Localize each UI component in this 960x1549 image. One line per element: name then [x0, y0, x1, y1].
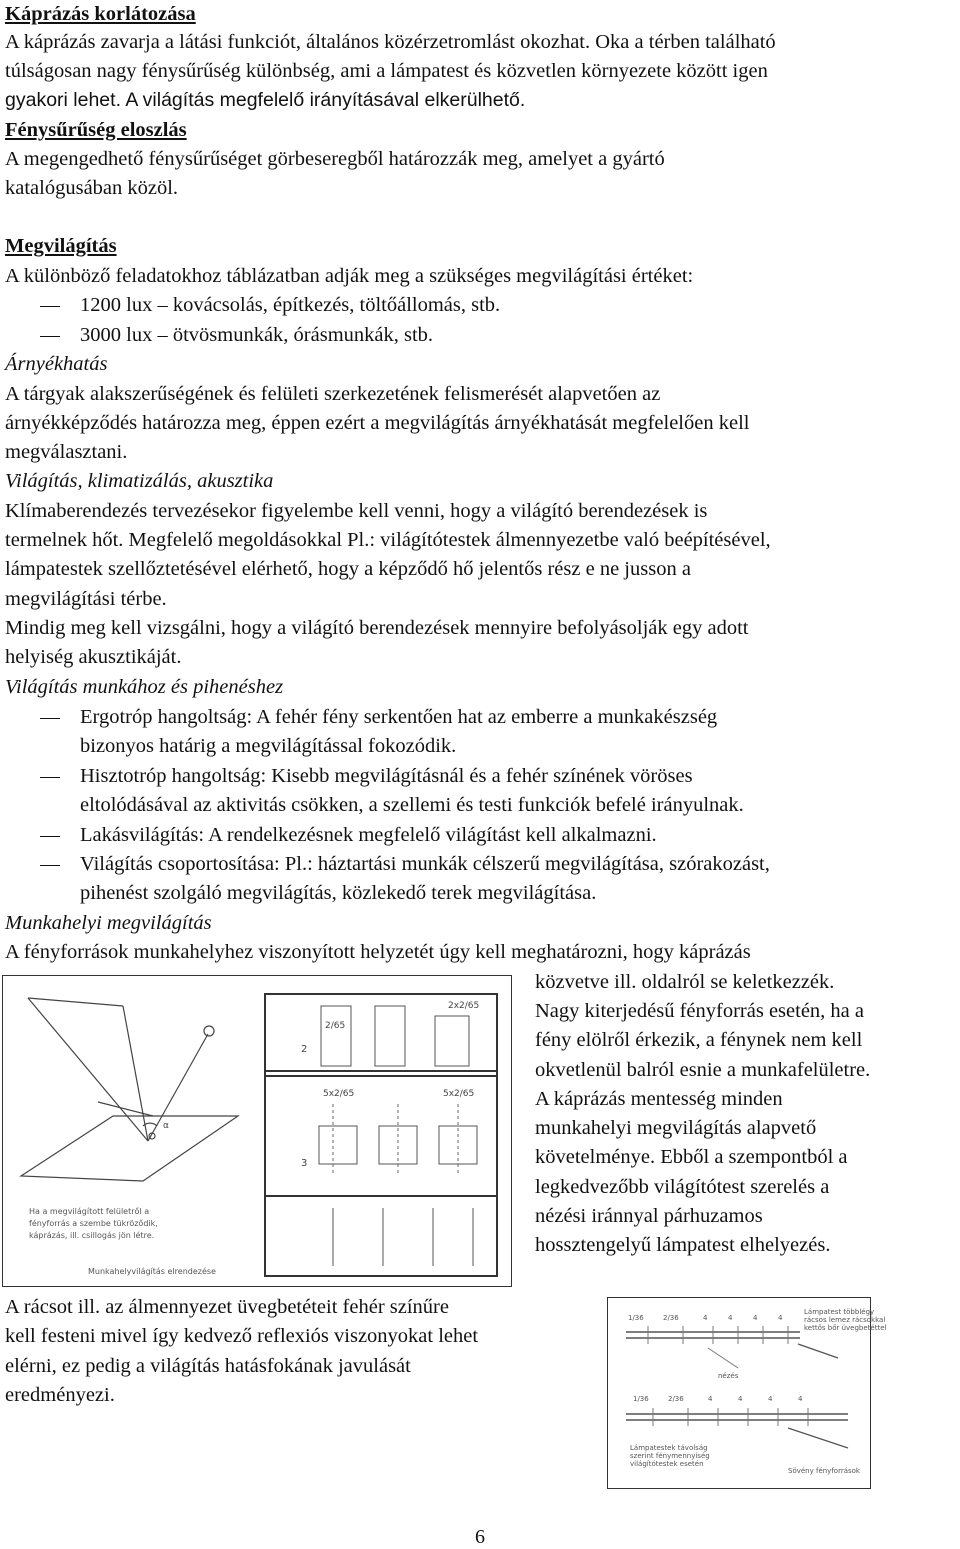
figure-caption-line: káprázás, ill. csillogás jön létre. — [29, 1231, 155, 1240]
ceiling-section-figure — [607, 1297, 887, 1489]
note-line: Lámpatest többlégy — [804, 1308, 875, 1316]
room-label: 3 — [301, 1158, 308, 1169]
heading-klima: Világítás, klimatizálás, akusztika — [5, 470, 274, 492]
paragraph-line: árnyékképződés határozza meg, éppen ezért a megvilágítás árnyékhatását megfelelően kell — [5, 412, 750, 434]
paragraph-line: katalógusában közöl. — [5, 177, 179, 199]
paragraph-line: A rácsot ill. az álmennyezet üvegbetéteit fehér színűre — [5, 1296, 449, 1318]
note-line: Lámpatestek távolság — [630, 1444, 708, 1452]
paragraph-line: hossztengelyű lámpatest elhelyezés. — [535, 1234, 831, 1256]
paragraph-line: megvilágítási térbe. — [5, 588, 167, 610]
workplace-lighting-figure — [2, 975, 512, 1287]
bullet-item-cont: pihenést szolgáló megvilágítás, közlekedő terek megvilágítása. — [80, 882, 597, 904]
paragraph-line: követelménye. Ebből a szempontból a — [535, 1146, 848, 1168]
dim-label: 4 — [708, 1395, 713, 1403]
bullet-item: Világítás csoportosítása: Pl.: háztartási munkák célszerű megvilágítása, szórakozást, — [80, 853, 770, 875]
dim-label: 4 — [778, 1314, 783, 1322]
room-label: 2 — [301, 1044, 308, 1055]
dim-label: 4 — [753, 1314, 758, 1322]
alpha-label: α — [163, 1121, 169, 1131]
paragraph-line: kell festeni mivel így kedvező reflexiós viszonyokat lehet — [5, 1325, 479, 1347]
paragraph-line: elérni, ez pedig a világítás hatásfokának javulását — [5, 1355, 411, 1377]
bullet-item-cont: eltolódásával az aktivitás csökken, a szellemi és testi funkciók befelé irányulnak. — [80, 794, 744, 816]
bottom-label: Sövény fényforrások — [788, 1467, 860, 1475]
dim-label: 1/36 — [628, 1314, 644, 1322]
dash-bullet — [40, 865, 60, 866]
bullet-item-cont: bizonyos határig a megvilágítással fokozódik. — [80, 735, 457, 757]
bullet-item: 3000 lux – ötvösmunkák, órásmunkák, stb. — [80, 324, 434, 346]
dash-bullet — [40, 336, 60, 337]
paragraph-line: Mindig meg kell vizsgálni, hogy a világító berendezések mennyire befolyásolják egy adott — [5, 617, 749, 639]
dim-label: 4 — [798, 1395, 803, 1403]
ceiling-section-drawing — [608, 1298, 887, 1488]
note-line: kettős bőr üvegbetéttel — [804, 1324, 887, 1332]
page-number: 6 — [475, 1526, 485, 1548]
mid-label: nézés — [718, 1372, 739, 1380]
figure-caption-line: fényforrás a szembe tükröződik, — [29, 1219, 158, 1228]
dim-label: 4 — [703, 1314, 708, 1322]
paragraph-line: eredményezi. — [5, 1384, 115, 1406]
dash-bullet — [40, 836, 60, 837]
paragraph-line: közvetve ill. oldalról se keletkezzék. — [535, 971, 835, 993]
dash-bullet — [40, 777, 60, 778]
heading-munkahelyi: Munkahelyi megvilágítás — [5, 912, 212, 934]
heading-arnyekhatas: Árnyékhatás — [5, 353, 108, 375]
figure-title: Munkahelyvilágítás elrendezése — [88, 1267, 216, 1276]
paragraph-line: A tárgyak alakszerűségének és felületi szerkezetének felismerését alapvetően az — [5, 383, 661, 405]
dim-label: 5x2/65 — [323, 1089, 355, 1099]
paragraph-line: A különböző feladatokhoz táblázatban adják meg a szükséges megvilágítási értéket: — [5, 265, 694, 287]
paragraph-line: munkahelyi megvilágítás alapvető — [535, 1117, 817, 1139]
dim-label: 2/36 — [663, 1314, 679, 1322]
work-surface-plane — [21, 1116, 238, 1181]
dash-bullet — [40, 306, 60, 307]
paragraph-line: A káprázás mentesség minden — [535, 1088, 783, 1110]
dim-label: 4 — [768, 1395, 773, 1403]
dim-label: 5x2/65 — [443, 1089, 475, 1099]
note-line: világítótestek esetén — [630, 1460, 704, 1468]
paragraph-line: okvetlenül balról esnie a munkafelületre. — [535, 1059, 871, 1081]
paragraph-line: nézési iránnyal párhuzamos — [535, 1205, 763, 1227]
paragraph-line: A megengedhető fénysűrűséget görbeseregből határozzák meg, amelyet a gyártó — [5, 148, 665, 170]
dim-label: 4 — [738, 1395, 743, 1403]
figure-caption-line: Ha a megvilágított felületről a — [29, 1207, 150, 1216]
paragraph-line: legkedvezőbb világítótest szerelés a — [535, 1176, 830, 1198]
heading-kaprazas: Káprázás korlátozása — [5, 3, 196, 25]
dash-bullet — [40, 718, 60, 719]
dim-label: 2x2/65 — [448, 1001, 480, 1011]
bullet-item: Ergotróp hangoltság: A fehér fény serkentően hat az emberre a munkakészség — [80, 706, 718, 728]
heading-fenysuruseg: Fénysűrűség eloszlás — [5, 119, 187, 141]
note-line: rácsos lemez rácsokkal — [804, 1316, 886, 1324]
heading-megvilagitas: Megvilágítás — [5, 235, 117, 257]
bullet-item: Hisztotróp hangoltság: Kisebb megvilágításnál és a fehér színének vöröses — [80, 765, 693, 787]
dim-label: 2/36 — [668, 1395, 684, 1403]
paragraph-line: termelnek hőt. Megfelelő megoldásokkal Pl.: világítótestek álmennyezetbe való beépítésével, — [5, 529, 771, 551]
bullet-item: 1200 lux – kovácsolás, építkezés, töltőállomás, stb. — [80, 294, 501, 316]
paragraph-line: megválasztani. — [5, 441, 128, 463]
paragraph-line: gyakori lehet. A világítás megfelelő irányításával elkerülhető. — [5, 89, 526, 111]
paragraph-line: lámpatestek szellőztetésével elérhető, hogy a képződő hő jelentős rész e ne jusson a — [5, 558, 691, 580]
paragraph-line: túlságosan nagy fénysűrűség különbség, ami a lámpatest és közvetlen környezete között igen — [5, 60, 768, 82]
dim-label: 2/65 — [325, 1021, 346, 1031]
paragraph-line: A káprázás zavarja a látási funkciót, általános közérzetromlást okozhat. Oka a térben található — [5, 31, 776, 53]
workplace-lighting-drawing — [3, 976, 511, 1286]
paragraph-line: helyiség akusztikáját. — [5, 646, 182, 668]
heading-munka: Világítás munkához és pihenéshez — [5, 676, 284, 698]
dim-label: 4 — [728, 1314, 733, 1322]
dim-label: 1/36 — [633, 1395, 649, 1403]
paragraph-line: Klímaberendezés tervezésekor figyelembe kell venni, hogy a világító berendezések is — [5, 500, 708, 522]
paragraph-line: fény elölről érkezik, a fénynek nem kell — [535, 1029, 863, 1051]
bullet-item: Lakásvilágítás: A rendelkezésnek megfelelő világítást kell alkalmazni. — [80, 824, 657, 846]
note-line: szerint fénymennyiség — [630, 1452, 710, 1460]
paragraph-line: Nagy kiterjedésű fényforrás esetén, ha a — [535, 1000, 864, 1022]
paragraph-line: A fényforrások munkahelyhez viszonyított helyzetét úgy kell meghatározni, hogy káprázás — [5, 941, 751, 963]
